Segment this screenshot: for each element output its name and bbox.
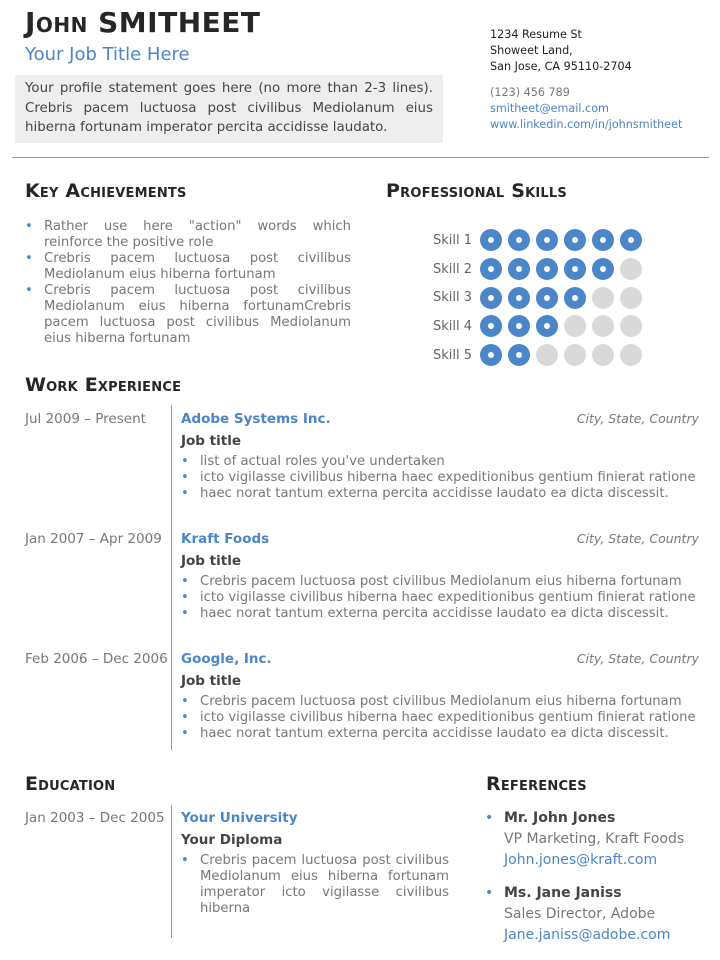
job-role: Job title: [181, 673, 241, 689]
rating-dot-filled-icon: [508, 229, 530, 251]
job-company: Adobe Systems Inc.: [181, 411, 331, 427]
rating-dot-filled-icon: [508, 258, 530, 280]
skill-row: [433, 341, 648, 370]
bullet-icon: •: [485, 885, 494, 901]
rating-dot-empty-icon: [564, 344, 586, 366]
job-role: Job title: [181, 553, 241, 569]
reference-name: Ms. Jane Janiss: [504, 885, 622, 901]
rating-dot-filled-icon: [536, 229, 558, 251]
reference-position: VP Marketing, Kraft Foods: [504, 831, 685, 847]
list-item: • list of actual roles you've undertaken: [181, 454, 696, 470]
skills-rating-grid: [433, 226, 648, 369]
header-divider: [12, 157, 709, 158]
list-item: • Crebris pacem luctuosa post civilibus Mediolanum eius hiberna fortunam imperator icto vigilasse civilibus hiberna: [181, 853, 449, 917]
rating-dot-filled-icon: [592, 229, 614, 251]
rating-dot-empty-icon: [592, 344, 614, 366]
job-dates: Jan 2007 – Apr 2009: [25, 531, 162, 547]
job-location: City, State, Country: [576, 531, 699, 546]
rating-dot-empty-icon: [620, 344, 642, 366]
education-timeline-line: [171, 805, 172, 938]
job-duties-list: [181, 694, 696, 742]
skill-row: [433, 226, 648, 255]
list-item: • haec norat tantum externa percita accidisse laudato ea dicta discessit.: [181, 486, 696, 502]
job-title: Your Job Title Here: [25, 44, 190, 65]
skills-title: Professional Skills: [386, 180, 567, 202]
skill-row: [433, 312, 648, 341]
rating-dot-filled-icon: [508, 344, 530, 366]
skill-label: Skill 2: [433, 261, 473, 277]
rating-dot-empty-icon: [592, 287, 614, 309]
rating-dot-empty-icon: [620, 287, 642, 309]
rating-dot-filled-icon: [480, 344, 502, 366]
rating-dot-filled-icon: [480, 287, 502, 309]
list-item: • icto vigilasse civilibus hiberna haec expeditionibus gentium finierat ratione: [181, 590, 696, 606]
education-school: Your University: [181, 810, 298, 826]
reference-email[interactable]: John.jones@kraft.com: [504, 852, 658, 868]
rating-dot-empty-icon: [620, 315, 642, 337]
reference-position: Sales Director, Adobe: [504, 906, 656, 922]
education-title: Education: [25, 773, 116, 795]
job-company: Kraft Foods: [181, 531, 270, 547]
linkedin-link[interactable]: www.linkedin.com/in/johnsmitheet: [490, 118, 683, 131]
rating-dot-filled-icon: [480, 315, 502, 337]
rating-dot-filled-icon: [564, 258, 586, 280]
skill-label: Skill 1: [433, 232, 473, 248]
rating-dot-empty-icon: [620, 258, 642, 280]
job-location: City, State, Country: [576, 411, 699, 426]
profile-statement: Your profile statement goes here (no more than 2-3 lines). Crebris pacem luctuosa post civilibus Mediolanum eius hiberna fortunam imperator percita accidisse laudato.: [15, 75, 443, 143]
address-line-2: Showeet Land,: [490, 44, 573, 57]
achievements-list: [25, 219, 351, 347]
job-role: Job title: [181, 433, 241, 449]
reference-name: Mr. John Jones: [504, 810, 616, 826]
skill-row: [433, 255, 648, 284]
rating-dot-empty-icon: [564, 315, 586, 337]
list-item: • Crebris pacem luctuosa post civilibus Mediolanum eius hiberna fortunam: [181, 574, 696, 590]
rating-dot-empty-icon: [592, 315, 614, 337]
references-title: References: [486, 773, 587, 795]
reference-entry: [485, 883, 671, 946]
list-item: • haec norat tantum externa percita accidisse laudato ea dicta discessit.: [181, 726, 696, 742]
education-diploma: Your Diploma: [181, 832, 283, 848]
job-dates: Jul 2009 – Present: [25, 411, 146, 427]
phone-number: (123) 456 789: [490, 86, 570, 99]
list-item: • Crebris pacem luctuosa post civilibus Mediolanum eius hiberna fortunam: [25, 251, 351, 283]
skill-row: [433, 283, 648, 312]
job-duties-list: [181, 574, 696, 622]
rating-dot-filled-icon: [592, 258, 614, 280]
skill-label: Skill 4: [433, 318, 473, 334]
skill-label: Skill 5: [433, 347, 473, 363]
work-experience-title: Work Experience: [25, 374, 182, 396]
rating-dot-filled-icon: [536, 315, 558, 337]
contact-block: [490, 27, 682, 133]
address-line-3: San Jose, CA 95110-2704: [490, 60, 632, 73]
work-timeline-line: [171, 405, 172, 750]
rating-dot-filled-icon: [564, 287, 586, 309]
candidate-name: John SMITHEET: [25, 6, 261, 39]
rating-dot-filled-icon: [508, 315, 530, 337]
list-item: • Crebris pacem luctuosa post civilibus Mediolanum eius hiberna fortunamCrebris pacem luctuosa post civilibus Mediolanum eius hiberna fortunam: [25, 283, 351, 347]
education-details-list: [181, 853, 449, 917]
education-dates: Jan 2003 – Dec 2005: [25, 810, 165, 826]
list-item: • Rather use here "action" words which reinforce the positive role: [25, 219, 351, 251]
job-dates: Feb 2006 – Dec 2006: [25, 651, 168, 667]
job-duties-list: [181, 454, 696, 502]
rating-dot-filled-icon: [508, 287, 530, 309]
rating-dot-empty-icon: [536, 344, 558, 366]
reference-email[interactable]: Jane.janiss@adobe.com: [504, 927, 671, 943]
rating-dot-filled-icon: [564, 229, 586, 251]
job-company: Google, Inc.: [181, 651, 272, 667]
list-item: • icto vigilasse civilibus hiberna haec expeditionibus gentium finierat ratione: [181, 470, 696, 486]
rating-dot-filled-icon: [480, 229, 502, 251]
achievements-title: Key Achievements: [25, 180, 187, 202]
list-item: • haec norat tantum externa percita accidisse laudato ea dicta discessit.: [181, 606, 696, 622]
bullet-icon: •: [485, 810, 494, 826]
rating-dot-filled-icon: [536, 287, 558, 309]
reference-entry: [485, 808, 685, 871]
rating-dot-filled-icon: [480, 258, 502, 280]
rating-dot-filled-icon: [620, 229, 642, 251]
job-location: City, State, Country: [576, 651, 699, 666]
list-item: • Crebris pacem luctuosa post civilibus Mediolanum eius hiberna fortunam: [181, 694, 696, 710]
skill-label: Skill 3: [433, 290, 473, 306]
rating-dot-filled-icon: [536, 258, 558, 280]
email-link[interactable]: smitheet@email.com: [490, 102, 609, 115]
address-line-1: 1234 Resume St: [490, 28, 582, 41]
list-item: • icto vigilasse civilibus hiberna haec expeditionibus gentium finierat ratione: [181, 710, 696, 726]
